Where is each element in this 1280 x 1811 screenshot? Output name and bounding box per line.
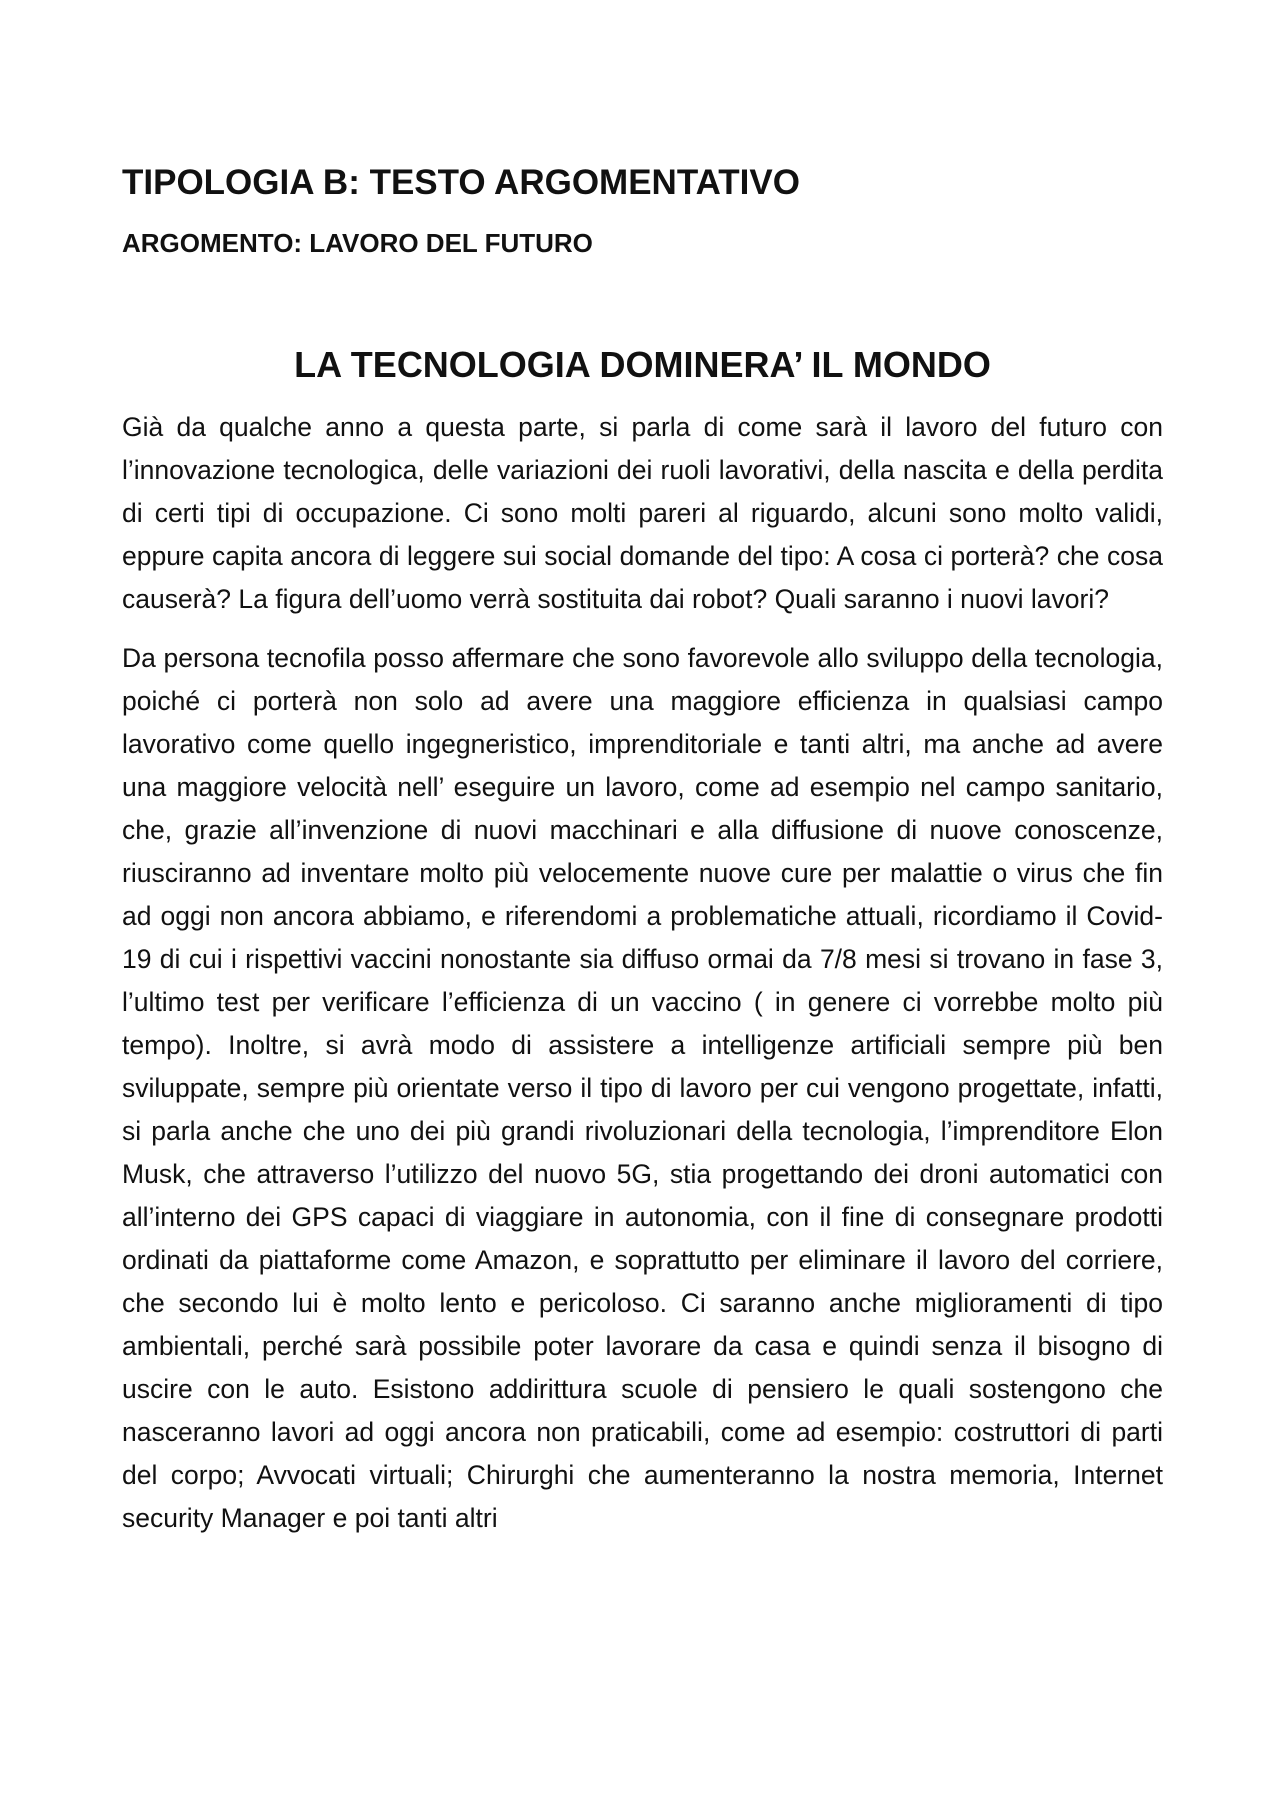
topic-heading: ARGOMENTO: LAVORO DEL FUTURO xyxy=(122,228,593,258)
document-type-heading: TIPOLOGIA B: TESTO ARGOMENTATIVO xyxy=(122,163,800,202)
document-page xyxy=(122,150,1163,1540)
paragraph-intro: Già da qualche anno a questa parte, si parla di come sarà il lavoro del futuro con l’innovazione tecnologica, delle variazioni dei ruoli lavorativi, della nascita e della perdita di certi tipi di occupazione. Ci sono molti pareri al riguardo, alcuni sono molto validi, eppure capita ancora di leggere sui social domande del tipo: A cosa ci porterà? che cosa causerà? La figura dell’uomo verrà sostituita dai robot? Quali saranno i nuovi lavori? xyxy=(122,412,1163,615)
essay-title: LA TECNOLOGIA DOMINERA’ IL MONDO xyxy=(294,344,991,386)
paragraph-body: Da persona tecnofila posso affermare che sono favorevole allo sviluppo della tecnologia, poiché ci porterà non solo ad avere una maggiore efficienza in qualsiasi campo lavorativo come quello ingegneristico, imprenditoriale e tanti altri, ma anche ad avere una maggiore velocità nell’ eseguire un lavoro, come ad esempio nel campo sanitario, che, grazie all’invenzione di nuovi macchinari e alla diffusione di nuove conoscenze, riusciranno ad inventare molto più velocemente nuove cure per malattie o virus che fin ad oggi non ancora abbiamo, e riferendomi a problematiche attuali, ricordiamo il Covid-19 di cui i rispettivi vaccini nonostante sia diffuso ormai da 7/8 mesi si trovano in fase 3, l’ultimo test per verificare l’efficienza di un vaccino ( in genere ci vorrebbe molto più tempo). Inoltre, si avrà modo di assistere a intelligenze artificiali sempre più ben sviluppate, sempre più orientate verso il tipo di lavoro per cui vengono progettate, infatti, si parla anche che uno dei più grandi rivoluzionari della tecnologia, l’imprenditore Elon Musk, che attraverso l’utilizzo del nuovo 5G, stia progettando dei droni automatici con all’interno dei GPS capaci di viaggiare in autonomia, con il fine di consegnare prodotti ordinati da piattaforme come Amazon, e soprattutto per eliminare il lavoro del corriere, che secondo lui è molto lento e pericoloso. Ci saranno anche miglioramenti di tipo ambientali, perché sarà possibile poter lavorare da casa e quindi senza il bisogno di uscire con le auto. Esistono addirittura scuole di pensiero le quali sostengono che nasceranno lavori ad oggi ancora non praticabili, come ad esempio: costruttori di parti del corpo; Avvocati virtuali; Chirurghi che aumenteranno la nostra memoria, Internet security Manager e poi tanti altri xyxy=(122,643,1163,1534)
